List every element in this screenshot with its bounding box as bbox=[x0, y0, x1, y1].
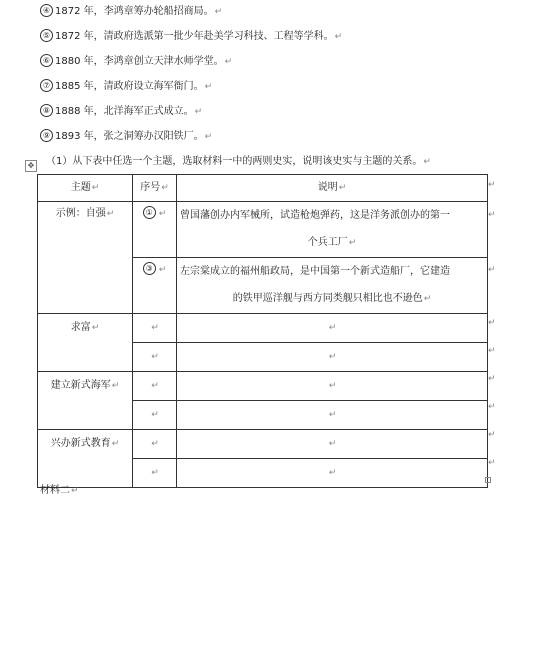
table-row bbox=[38, 430, 488, 459]
row-end-mark: ↵ bbox=[488, 318, 496, 328]
desc-input-cell[interactable]: ↵ bbox=[177, 459, 488, 488]
header-desc: 说明↵ bbox=[177, 175, 488, 202]
circled-number: ④ bbox=[40, 4, 53, 17]
row-end-mark: ↵ bbox=[488, 210, 496, 220]
row-end-mark: ↵ bbox=[488, 374, 496, 384]
header-seq: 序号↵ bbox=[133, 175, 177, 202]
theme-cell-2: 建立新式海军↵ bbox=[38, 372, 133, 430]
row-end-mark: ↵ bbox=[488, 430, 496, 440]
list-item-text: 1885 年，清政府设立海军衙门。 bbox=[55, 81, 204, 92]
question-label: （1）从下表中任选一个主题，选取材料一中的两则史实，说明该史实与主题的关系。 bbox=[46, 156, 423, 167]
desc-input-cell[interactable]: ↵ bbox=[177, 401, 488, 430]
circled-number: ⑥ bbox=[40, 54, 53, 67]
row-end-mark: ↵ bbox=[488, 180, 496, 190]
seq-input-cell[interactable]: ↵ bbox=[133, 372, 177, 401]
desc-input-cell[interactable]: ↵ bbox=[177, 314, 488, 343]
table-header-row bbox=[38, 175, 488, 202]
list-item-text: 1872 年，李鸿章筹办轮船招商局。 bbox=[55, 6, 214, 17]
circled-number: ⑦ bbox=[40, 79, 53, 92]
desc-cell: 曾国藩创办内军械所，试造枪炮弹药，这是洋务派创办的第一 个兵工厂↵ bbox=[177, 202, 488, 258]
table-row bbox=[38, 202, 488, 258]
list-item-8: ⑧ 1888 年，北洋海军正式成立。↵ bbox=[40, 104, 202, 120]
row-end-mark: ↵ bbox=[488, 458, 496, 468]
circled-number: ⑧ bbox=[40, 104, 53, 117]
theme-cell-1: 求富↵ bbox=[38, 314, 133, 372]
list-item-7: ⑦ 1885 年，清政府设立海军衙门。↵ bbox=[40, 79, 212, 95]
seq-input-cell[interactable]: ↵ bbox=[133, 459, 177, 488]
footer-text: 材料二↵ bbox=[40, 485, 79, 496]
table-move-handle-icon[interactable]: ✥ bbox=[25, 160, 37, 172]
list-item-text: 1872 年，清政府选派第一批少年赴美学习科技、工程等学科。 bbox=[55, 31, 334, 42]
row-end-mark: ↵ bbox=[488, 346, 496, 356]
desc-input-cell[interactable]: ↵ bbox=[177, 372, 488, 401]
list-item-6: ⑥ 1880 年，李鸿章创立天津水师学堂。↵ bbox=[40, 54, 232, 70]
desc-cell: 左宗棠成立的福州船政局，是中国第一个新式造船厂，它建造 的铁甲巡洋舰与西方同类舰只相比也不逊色↵ bbox=[177, 258, 488, 314]
list-item-9: ⑨ 1893 年，张之洞筹办汉阳铁厂。↵ bbox=[40, 129, 212, 145]
header-theme: 主题↵ bbox=[38, 175, 133, 202]
seq-cell: ③ ↵ bbox=[133, 258, 177, 314]
seq-input-cell[interactable]: ↵ bbox=[133, 430, 177, 459]
table-row bbox=[38, 314, 488, 343]
circled-number: ⑤ bbox=[40, 29, 53, 42]
footer-label: 材料二 bbox=[40, 485, 70, 496]
seq-cell: ① ↵ bbox=[133, 202, 177, 258]
list-item-text: 1888 年，北洋海军正式成立。 bbox=[55, 106, 194, 117]
row-end-mark: ↵ bbox=[488, 265, 496, 275]
row-end-mark: ↵ bbox=[488, 402, 496, 412]
example-theme-cell: 示例：自强↵ bbox=[38, 202, 133, 314]
list-item-4: ④ 1872 年，李鸿章筹办轮船招商局。↵ bbox=[40, 4, 222, 20]
desc-input-cell[interactable]: ↵ bbox=[177, 430, 488, 459]
table-row bbox=[38, 372, 488, 401]
circled-number: ⑨ bbox=[40, 129, 53, 142]
desc-input-cell[interactable]: ↵ bbox=[177, 343, 488, 372]
seq-input-cell[interactable]: ↵ bbox=[133, 401, 177, 430]
seq-input-cell[interactable]: ↵ bbox=[133, 343, 177, 372]
answer-table bbox=[37, 174, 488, 488]
list-item-text: 1893 年，张之洞筹办汉阳铁厂。 bbox=[55, 131, 204, 142]
list-item-text: 1880 年，李鸿章创立天津水师学堂。 bbox=[55, 56, 224, 67]
seq-input-cell[interactable]: ↵ bbox=[133, 314, 177, 343]
question-text: （1）从下表中任选一个主题，选取材料一中的两则史实，说明该史实与主题的关系。↵ bbox=[46, 156, 431, 167]
theme-cell-3: 兴办新式教育↵ bbox=[38, 430, 133, 488]
list-item-5: ⑤ 1872 年，清政府选派第一批少年赴美学习科技、工程等学科。↵ bbox=[40, 29, 342, 45]
table-resize-handle[interactable] bbox=[485, 477, 491, 483]
